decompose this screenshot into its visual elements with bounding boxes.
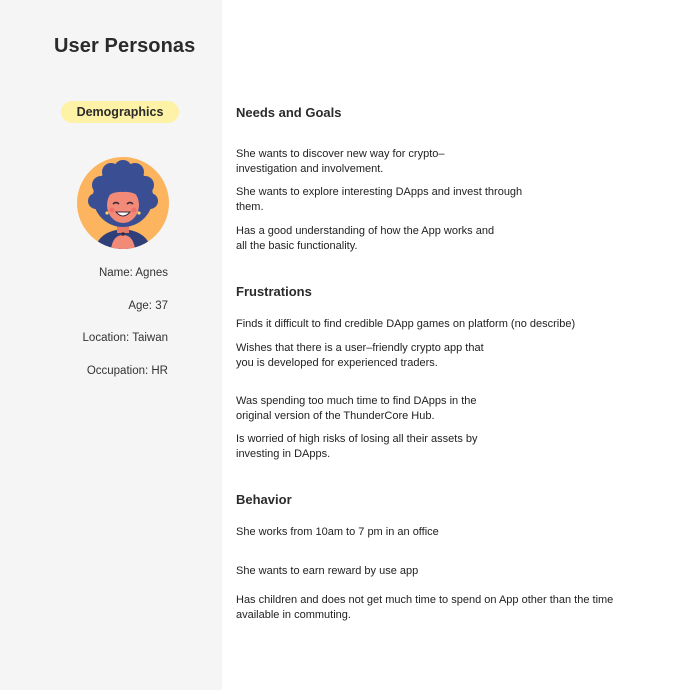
demographics-badge: Demographics [61, 101, 179, 123]
behavior-item: Has children and does not get much time to spend on App other than the time available in commuting. [236, 594, 614, 621]
page-title: User Personas [54, 35, 196, 57]
persona-location: Location: Taiwan [82, 332, 168, 344]
persona-occupation: Occupation: HR [86, 365, 168, 377]
frustrations-item: Was spending too much time to find DApps in the original version of the ThunderCore Hub. [236, 395, 477, 422]
needs-item: She wants to explore interesting DApps and invest through them. [236, 186, 523, 213]
persona-name: Name: Agnes [98, 267, 168, 279]
needs-item: Has a good understanding of how the App works and all the basic functionality. [236, 225, 495, 252]
behavior-heading: Behavior [236, 492, 292, 507]
needs-goals-heading: Needs and Goals [236, 105, 342, 120]
frustrations-item: Finds it difficult to find credible DApp games on platform (no describe) [236, 318, 576, 330]
persona-age: Age: 37 [128, 300, 168, 312]
frustrations-item: Is worried of high risks of losing all their assets by investing in DApps. [236, 433, 478, 460]
frustrations-item: Wishes that there is a user–friendly crypto app that you is developed for experienced traders. [236, 342, 484, 369]
behavior-item: She works from 10am to 7 pm in an office [236, 526, 439, 538]
frustrations-heading: Frustrations [236, 284, 312, 299]
needs-item: She wants to discover new way for crypto– investigation and involvement. [236, 148, 445, 175]
woman-avatar-icon [77, 157, 169, 249]
behavior-item: She wants to earn reward by use app [236, 565, 419, 577]
